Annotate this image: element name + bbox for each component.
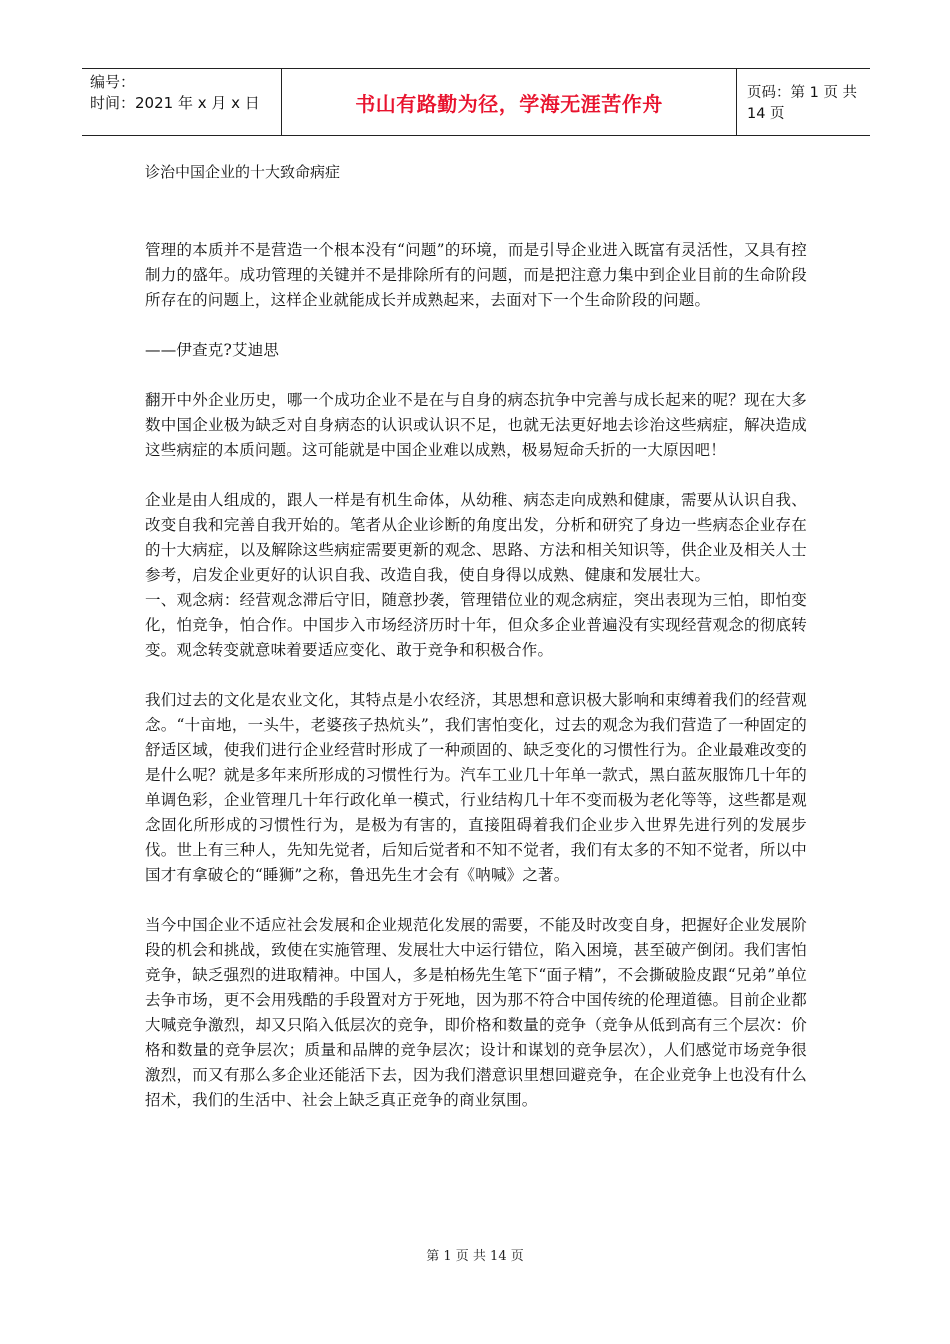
header-motto: 书山有路勤为径，学海无涯苦作舟 xyxy=(355,91,663,116)
document-title: 诊治中国企业的十大致命病症 xyxy=(145,163,341,181)
paragraph-culture: 我们过去的文化是农业文化，其特点是小农经济，其思想和意识极大影响和束缚着我们的经营观念。“十亩地，一头牛，老婆孩子热炕头”，我们害怕变化，过去的观念为我们营造了一种固定的舒适区域，使我们进行企业经营时形成了一种顽固的、缺乏变化的习惯性行为。企业最难改变的是什么呢？就是多年来所形成的习惯性行为。汽车工业几十年单一款式，黑白蓝灰服饰几十年的单调色彩，企业管理几十年行政化单一模式，行业结构几十年不变而极为老化等等，这些都是观念固化所形成的习惯性行为，是极为有害的，直接阻碍着我们企业步入世界先进行列的发展步伐。世上有三种人，先知先觉者，后知后觉者和不知不觉者，我们有太多的不知不觉者，所以中国才有拿破仑的“睡狮”之称，鲁迅先生才会有《呐喊》之著。 xyxy=(145,691,807,884)
header-meta-cell xyxy=(82,69,282,135)
paragraph-competition: 当今中国企业不适应社会发展和企业规范化发展的需要，不能及时改变自身，把握好企业发展阶段的机会和挑战，致使在实施管理、发展壮大中运行错位，陷入困境，甚至破产倒闭。我们害怕竞争，缺乏强烈的进取精神。中国人，多是柏杨先生笔下“面子精”，不会撕破脸皮跟“兄弟”单位去争市场，更不会用残酷的手段置对方于死地，因为那不符合中国传统的伦理道德。目前企业都大喊竞争激烈，却又只陷入低层次的竞争，即价格和数量的竞争（竞争从低到高有三个层次：价格和数量的竞争层次；质量和品牌的竞争层次；设计和谋划的竞争层次），人们感觉市场竞争很激烈，而又有那么多企业还能活下去，因为我们潜意识里想回避竞争，在企业竞争上也没有什么招术，我们的生活中、社会上缺乏真正竞争的商业氛围。 xyxy=(145,916,807,1109)
document-body xyxy=(145,152,807,1113)
paragraph-purpose: 企业是由人组成的，跟人一样是有机生命体，从幼稚、病态走向成熟和健康，需要从认识自我、改变自我和完善自我开始的。笔者从企业诊断的角度出发，分析和研究了身边一些病态企业存在的十大病症，以及解除这些病症需要更新的观念、思路、方法和相关知识等，供企业及相关人士参考，启发企业更好的认识自我、改造自我，使自身得以成熟、健康和发展壮大。 xyxy=(145,491,807,584)
paragraph-section-one: 一、观念病：经营观念滞后守旧，随意抄袭，管理错位业的观念病症，突出表现为三怕，即怕变化，怕竞争，怕合作。中国步入市场经济历时十年，但众多企业普遍没有实现经营观念的彻底转变。观念转变就意味着要适应变化、敢于竞争和积极合作。 xyxy=(145,591,807,659)
header-page-label: 页码：第 1 页 共 14 页 xyxy=(747,85,858,122)
quote-attribution: ——伊查克?艾迪思 xyxy=(145,341,280,359)
document-date-label: 时间：2021 年 x 月 x 日 xyxy=(90,94,260,112)
page-footer: 第 1 页 共 14 页 xyxy=(426,1249,524,1264)
paragraph-quote: 管理的本质并不是营造一个根本没有“问题”的环境，而是引导企业进入既富有灵活性，又具有控制力的盛年。成功管理的关键并不是排除所有的问题，而是把注意力集中到企业目前的生命阶段所存在的问题上，这样企业就能成长并成熟起来，去面对下一个生命阶段的问题。 xyxy=(145,241,807,309)
header-motto-cell xyxy=(282,69,737,135)
paragraph-intro: 翻开中外企业历史，哪一个成功企业不是在与自身的病态抗争中完善与成长起来的呢？现在大多数中国企业极为缺乏对自身病态的认识或认识不足，也就无法更好地去诊治这些病症，解决造成这些病症的本质问题。这可能就是中国企业难以成熟，极易短命夭折的一大原因吧！ xyxy=(145,391,807,459)
document-header xyxy=(82,68,870,136)
header-page-cell xyxy=(737,69,870,135)
document-number-label: 编号： xyxy=(90,73,136,91)
